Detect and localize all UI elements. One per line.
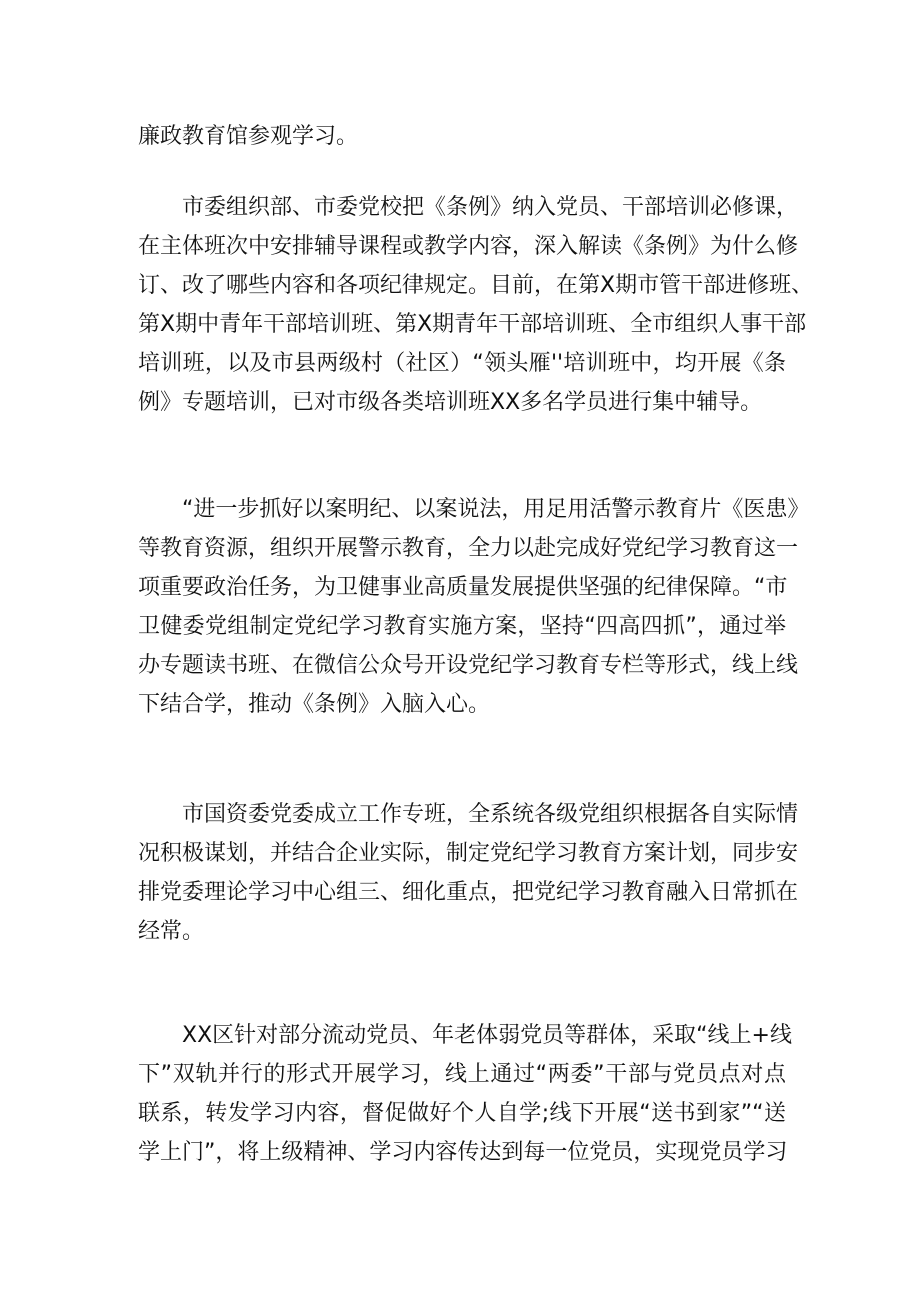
paragraph-line: 经常。 <box>138 919 205 944</box>
paragraph-line: 学上门”，将上级精神、学习内容传达到每一位党员，实现党员学习 <box>138 1140 788 1165</box>
paragraph-line: 办专题读书班、在微信公众号开设党纪学习教育专栏等形式，线上线 <box>138 653 799 678</box>
paragraph-line: “进一步抓好以案明纪、以案说法，用足用活警示教育片《医患》 <box>182 497 810 522</box>
paragraph-line: 联系，转发学习内容，督促做好个人自学;线下开展“送书到家”“送 <box>138 1101 786 1126</box>
paragraph-line: 市委组织部、市委党校把《条例》纳入党员、干部培训必修课， <box>182 195 799 220</box>
paragraph-line: 第X期中青年干部培训班、第X期青年干部培训班、全市组织人事干部 <box>138 312 807 337</box>
paragraph-line: 况积极谋划，并结合企业实际，制定党纪学习教育方案计划，同步安 <box>138 841 799 866</box>
paragraph-2 <box>138 490 810 724</box>
paragraph-line: 廉政教育馆参观学习。 <box>138 124 359 149</box>
paragraph-line: XX区针对部分流动党员、年老体弱党员等群体，采取“线上+线 <box>182 1023 792 1048</box>
paragraph-line: 市国资委党委成立工作专班，全系统各级党组织根据各自实际情 <box>182 802 799 827</box>
paragraph-4 <box>138 1016 792 1172</box>
paragraph-line: 排党委理论学习中心组三、细化重点，把党纪学习教育融入日常抓在 <box>138 880 799 905</box>
paragraph-line: 订、改了哪些内容和各项纪律规定。目前，在第X期市管干部进修班、 <box>138 273 814 298</box>
paragraph-line: 项重要政治任务，为卫健事业高质量发展提供坚强的纪律保障。“市 <box>138 575 788 600</box>
paragraph-line: 培训班，以及市县两级村（社区）“领头雁''培训班中，均开展《条 <box>138 351 786 376</box>
paragraph-line: 在主体班次中安排辅导课程或教学内容，深入解读《条例》为什么修 <box>138 234 799 259</box>
paragraph-line: 下”双轨并行的形式开展学习，线上通过“两委”干部与党员点对点 <box>138 1062 786 1087</box>
paragraph-3 <box>138 795 799 951</box>
paragraph-line: 等教育资源，组织开展警示教育，全力以赴完成好党纪学习教育这一 <box>138 536 799 561</box>
paragraph-line: 下结合学，推动《条例》入脑入心。 <box>138 692 491 717</box>
paragraph-0 <box>138 117 786 156</box>
paragraph-1 <box>138 188 814 422</box>
paragraph-line: 例》专题培训，已对市级各类培训班XX多名学员进行集中辅导。 <box>138 390 763 415</box>
paragraph-line: 卫健委党组制定党纪学习教育实施方案，坚持“四高四抓”，通过举 <box>138 614 786 639</box>
